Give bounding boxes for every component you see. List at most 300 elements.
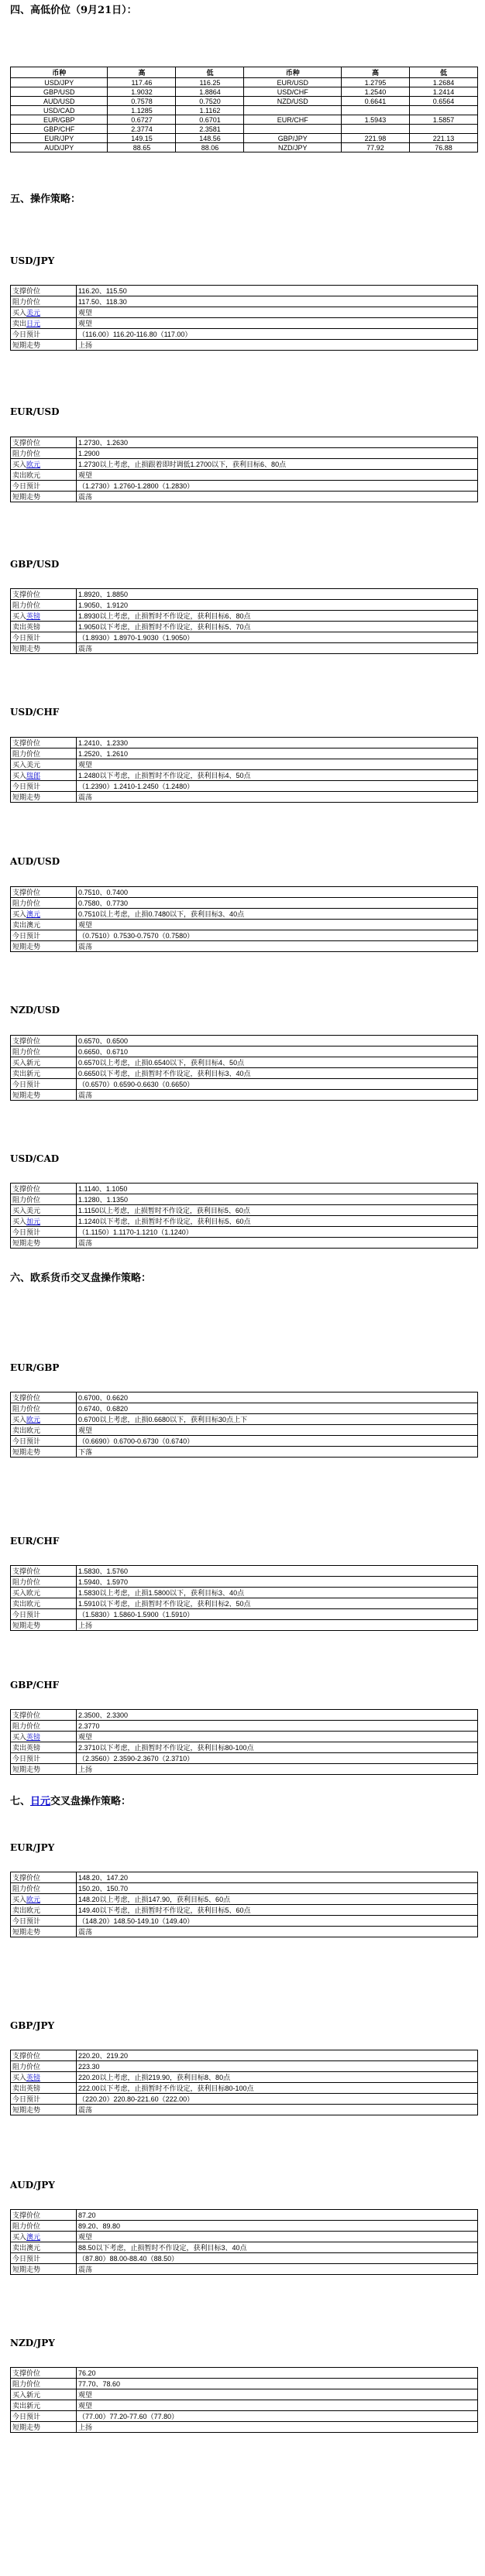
section-6-title: 六、欧系货币交叉盘操作策略：: [10, 1273, 152, 1284]
strategy-row: [11, 2422, 478, 2433]
strategy-label: [11, 770, 77, 781]
strategy-table: [10, 437, 478, 502]
strategy-label: 阻力价位: [11, 1403, 77, 1414]
strategy-value: 观望: [77, 2232, 478, 2242]
low-cell: 1.5857: [409, 115, 477, 125]
low-cell: 1.2414: [409, 87, 477, 97]
strategy-label: [11, 307, 77, 318]
strategy-value: 1.2730、1.2630: [77, 437, 478, 448]
pair-cell: AUD/USD: [11, 97, 108, 106]
high-cell: 77.92: [341, 143, 409, 152]
strategy-value: 1.2410、1.2330: [77, 738, 478, 748]
strategy-row: [11, 2253, 478, 2264]
strategy-value: （1.8930）1.8970-1.9030（1.9050）: [77, 632, 478, 643]
strategy-row: [11, 792, 478, 803]
strategy-row: [11, 898, 478, 909]
strategy-value: 观望: [77, 2389, 478, 2400]
high-cell: 0.6727: [108, 115, 176, 125]
strategy-value: （0.6570）0.6590-0.6630（0.6650）: [77, 1079, 478, 1090]
strategy-label: [11, 2072, 77, 2083]
strategy-label-prefix: 买入: [12, 910, 27, 918]
currency-link[interactable]: 英镑: [26, 1733, 41, 1741]
strategy-value: 震荡: [77, 1238, 478, 1249]
low-cell: 2.3581: [176, 125, 244, 134]
strategy-value: 1.1140、1.1050: [77, 1184, 478, 1194]
pair-title: EUR/GBP: [10, 1362, 60, 1373]
strategy-label: 支撑价位: [11, 286, 77, 296]
strategy-table: [10, 1035, 478, 1101]
currency-link[interactable]: 美元: [26, 309, 41, 317]
strategy-value: 观望: [77, 1732, 478, 1742]
currency-link[interactable]: 澳元: [26, 2233, 41, 2241]
high-low-row: [11, 106, 478, 115]
strategy-label: 买入新元: [11, 2389, 77, 2400]
high-cell: 1.1285: [108, 106, 176, 115]
strategy-label: 阻力价位: [11, 1046, 77, 1057]
strategy-value: 117.50、118.30: [77, 296, 478, 307]
strategy-value: 148.20、147.20: [77, 1872, 478, 1883]
header-pair-2: 币种: [244, 67, 341, 78]
strategy-value: （2.3560）2.3590-2.3670（2.3710）: [77, 1753, 478, 1764]
strategy-row: [11, 1238, 478, 1249]
strategy-value: 0.7510、0.7400: [77, 887, 478, 898]
strategy-row: [11, 600, 478, 611]
currency-link[interactable]: 澳元: [26, 910, 41, 918]
strategy-value: 116.20、115.50: [77, 286, 478, 296]
strategy-label: 今日预计: [11, 1609, 77, 1620]
strategy-row: [11, 909, 478, 920]
strategy-value: 震荡: [77, 2264, 478, 2275]
strategy-label: 阻力价位: [11, 898, 77, 909]
strategy-label: [11, 318, 77, 329]
strategy-label: 支撑价位: [11, 738, 77, 748]
strategy-label: 支撑价位: [11, 1392, 77, 1403]
strategy-row: [11, 2389, 478, 2400]
pair-cell: GBP/JPY: [244, 134, 341, 143]
strategy-row: [11, 1425, 478, 1436]
strategy-table: [10, 588, 478, 654]
strategy-table: [10, 737, 478, 803]
strategy-label: 今日预计: [11, 930, 77, 941]
strategy-value: 77.70、78.60: [77, 2379, 478, 2389]
strategy-row: [11, 307, 478, 318]
strategy-value: 1.8930以上考虑，止损暂时不作设定，获利目标6、80点: [77, 611, 478, 622]
strategy-label: 买入美元: [11, 759, 77, 770]
strategy-label: 支撑价位: [11, 437, 77, 448]
section-4-title: 四、高低价位（9月21日）：: [10, 5, 137, 16]
strategy-value: （0.7510）0.7530-0.7570（0.7580）: [77, 930, 478, 941]
pair-title: USD/JPY: [10, 255, 55, 266]
strategy-value: （1.1150）1.1170-1.1210（1.1240）: [77, 1227, 478, 1238]
pair-cell: NZD/JPY: [244, 143, 341, 152]
currency-link[interactable]: 欧元: [26, 1896, 41, 1903]
strategy-table: [10, 1565, 478, 1631]
strategy-row: [11, 1447, 478, 1458]
strategy-table: [10, 285, 478, 351]
strategy-label: 今日预计: [11, 1079, 77, 1090]
strategy-table: [10, 2050, 478, 2115]
strategy-row: [11, 286, 478, 296]
strategy-label: 支撑价位: [11, 2368, 77, 2379]
strategy-row: [11, 930, 478, 941]
strategy-row: [11, 1414, 478, 1425]
strategy-value: （220.20）220.80-221.60（222.00）: [77, 2094, 478, 2105]
strategy-label-prefix: 买入: [12, 1416, 27, 1423]
strategy-row: [11, 748, 478, 759]
strategy-row: [11, 481, 478, 492]
strategy-value: 观望: [77, 470, 478, 481]
strategy-label: 今日预计: [11, 781, 77, 792]
strategy-row: [11, 329, 478, 340]
strategy-value: 0.7580、0.7730: [77, 898, 478, 909]
currency-link[interactable]: 欧元: [26, 461, 41, 468]
strategy-value: 1.1240以下考虑，止损暂时不作设定，获利目标5、60点: [77, 1216, 478, 1227]
strategy-row: [11, 1721, 478, 1732]
strategy-row: [11, 2232, 478, 2242]
strategy-label: 支撑价位: [11, 1872, 77, 1883]
pair-cell: GBP/USD: [11, 87, 108, 97]
strategy-value: 上扬: [77, 1620, 478, 1631]
strategy-label: 短期走势: [11, 643, 77, 654]
strategy-value: 上扬: [77, 2422, 478, 2433]
strategy-row: [11, 622, 478, 632]
strategy-label-prefix: 买入: [12, 461, 27, 468]
strategy-row: [11, 1883, 478, 1894]
strategy-label: 支撑价位: [11, 2050, 77, 2061]
strategy-value: 2.3710以下考虑，止损暂时不作设定，获利目标80-100点: [77, 1742, 478, 1753]
high-cell: [341, 125, 409, 134]
strategy-row: [11, 1227, 478, 1238]
strategy-value: 1.9050以下考虑，止损暂时不作设定，获利目标5、70点: [77, 622, 478, 632]
strategy-label: 阻力价位: [11, 748, 77, 759]
currency-link[interactable]: 英镑: [26, 2074, 41, 2081]
strategy-value: 震荡: [77, 643, 478, 654]
strategy-value: 震荡: [77, 2105, 478, 2115]
low-cell: 148.56: [176, 134, 244, 143]
strategy-value: 0.7510以上考虑，止损0.7480以下，获利目标3、40点: [77, 909, 478, 920]
strategy-value: 震荡: [77, 1927, 478, 1937]
strategy-label: [11, 1732, 77, 1742]
strategy-row: [11, 2411, 478, 2422]
header-pair-1: 币种: [11, 67, 108, 78]
strategy-label: 短期走势: [11, 1090, 77, 1101]
strategy-value: 87.20: [77, 2210, 478, 2221]
strategy-label: 短期走势: [11, 2264, 77, 2275]
pair-title: NZD/USD: [10, 1005, 60, 1016]
strategy-label: 短期走势: [11, 1764, 77, 1775]
pair-cell: EUR/USD: [244, 78, 341, 87]
strategy-label: 短期走势: [11, 340, 77, 351]
currency-link[interactable]: 瑞郎: [26, 772, 41, 779]
strategy-value: 223.30: [77, 2061, 478, 2072]
strategy-label: [11, 909, 77, 920]
strategy-value: （1.2730）1.2760-1.2800（1.2830）: [77, 481, 478, 492]
strategy-row: [11, 1905, 478, 1916]
strategy-label: 支撑价位: [11, 1184, 77, 1194]
strategy-value: 0.6650以下考虑，止损暂时不作设定，获利目标3、40点: [77, 1068, 478, 1079]
strategy-label: 今日预计: [11, 2094, 77, 2105]
section-7-title: [10, 1793, 131, 1807]
strategy-row: [11, 1403, 478, 1414]
strategy-value: 观望: [77, 307, 478, 318]
strategy-label: 阻力价位: [11, 296, 77, 307]
strategy-row: [11, 611, 478, 622]
pair-title: EUR/CHF: [10, 1536, 60, 1547]
strategy-label: 短期走势: [11, 792, 77, 803]
strategy-row: [11, 1566, 478, 1577]
strategy-label: 今日预计: [11, 632, 77, 643]
pair-title: EUR/USD: [10, 406, 60, 417]
strategy-value: （1.2390）1.2410-1.2450（1.2480）: [77, 781, 478, 792]
strategy-label: 今日预计: [11, 1753, 77, 1764]
strategy-row: [11, 1872, 478, 1883]
strategy-row: [11, 459, 478, 470]
low-cell: 116.25: [176, 78, 244, 87]
strategy-row: [11, 1732, 478, 1742]
strategy-value: 222.00以下考虑，止损暂时不作设定，获利目标80-100点: [77, 2083, 478, 2094]
strategy-row: [11, 2210, 478, 2221]
strategy-label: 阻力价位: [11, 600, 77, 611]
strategy-label: 短期走势: [11, 941, 77, 952]
low-cell: 1.8864: [176, 87, 244, 97]
strategy-label: 短期走势: [11, 1620, 77, 1631]
strategy-value: 220.20以上考虑，止损219.90，获利目标8、80点: [77, 2072, 478, 2083]
strategy-row: [11, 2264, 478, 2275]
strategy-label-prefix: 卖出: [12, 320, 27, 327]
high-low-row: [11, 115, 478, 125]
strategy-row: [11, 1753, 478, 1764]
header-high-1: 高: [108, 67, 176, 78]
strategy-label: 阻力价位: [11, 2221, 77, 2232]
strategy-row: [11, 340, 478, 351]
strategy-value: 2.3770: [77, 1721, 478, 1732]
strategy-value: 震荡: [77, 792, 478, 803]
high-cell: 0.7578: [108, 97, 176, 106]
high-cell: 1.2795: [341, 78, 409, 87]
strategy-label: 短期走势: [11, 1447, 77, 1458]
strategy-label: 支撑价位: [11, 2210, 77, 2221]
strategy-value: 上扬: [77, 1764, 478, 1775]
strategy-label: [11, 1414, 77, 1425]
high-cell: 117.46: [108, 78, 176, 87]
low-cell: 0.6564: [409, 97, 477, 106]
strategy-row: [11, 2050, 478, 2061]
strategy-label: 卖出新元: [11, 1068, 77, 1079]
strategy-row: [11, 1620, 478, 1631]
strategy-row: [11, 448, 478, 459]
strategy-row: [11, 1742, 478, 1753]
strategy-row: [11, 1068, 478, 1079]
strategy-row: [11, 1710, 478, 1721]
strategy-row: [11, 1205, 478, 1216]
currency-link[interactable]: 英镑: [26, 612, 41, 620]
strategy-label: 卖出澳元: [11, 2242, 77, 2253]
strategy-value: 震荡: [77, 1090, 478, 1101]
strategy-value: 1.9050、1.9120: [77, 600, 478, 611]
strategy-label: 阻力价位: [11, 1194, 77, 1205]
strategy-value: 0.6570以上考虑，止损0.6540以下，获利目标4、50点: [77, 1057, 478, 1068]
pair-cell: EUR/JPY: [11, 134, 108, 143]
header-low-2: 低: [409, 67, 477, 78]
pair-cell: EUR/GBP: [11, 115, 108, 125]
pair-cell: AUD/JPY: [11, 143, 108, 152]
strategy-label: 卖出英镑: [11, 1742, 77, 1753]
high-cell: [341, 106, 409, 115]
high-low-row: [11, 143, 478, 152]
strategy-label: 今日预计: [11, 1916, 77, 1927]
strategy-row: [11, 1057, 478, 1068]
low-cell: 76.88: [409, 143, 477, 152]
strategy-label: [11, 1894, 77, 1905]
strategy-row: [11, 759, 478, 770]
strategy-value: 1.1150以上考虑，止损暂时不作设定，获利目标5、60点: [77, 1205, 478, 1216]
high-cell: 221.98: [341, 134, 409, 143]
strategy-label-prefix: 买入: [12, 309, 27, 317]
strategy-row: [11, 643, 478, 654]
strategy-label: 短期走势: [11, 2105, 77, 2115]
strategy-value: 1.2480以下考虑，止损暂时不作设定，获利目标4、50点: [77, 770, 478, 781]
strategy-row: [11, 1184, 478, 1194]
pair-title: NZD/JPY: [10, 2338, 55, 2348]
strategy-row: [11, 1927, 478, 1937]
strategy-row: [11, 1588, 478, 1598]
strategy-value: 0.6700、0.6620: [77, 1392, 478, 1403]
strategy-label-prefix: 买入: [12, 772, 27, 779]
strategy-label-prefix: 买入: [12, 2233, 27, 2241]
strategy-row: [11, 318, 478, 329]
strategy-value: 震荡: [77, 492, 478, 502]
strategy-value: 1.5940、1.5970: [77, 1577, 478, 1588]
strategy-value: 0.6650、0.6710: [77, 1046, 478, 1057]
strategy-row: [11, 1036, 478, 1046]
strategy-row: [11, 1392, 478, 1403]
currency-link[interactable]: 欧元: [26, 1416, 41, 1423]
strategy-row: [11, 2083, 478, 2094]
header-low-1: 低: [176, 67, 244, 78]
strategy-value: 1.5910以下考虑，止损暂时不作设定，获利目标2、50点: [77, 1598, 478, 1609]
strategy-row: [11, 2379, 478, 2389]
strategy-row: [11, 2368, 478, 2379]
strategy-value: 1.1280、1.1350: [77, 1194, 478, 1205]
strategy-label-prefix: 买入: [12, 2074, 27, 2081]
high-cell: 2.3774: [108, 125, 176, 134]
strategy-value: （0.6690）0.6700-0.6730（0.6740）: [77, 1436, 478, 1447]
strategy-value: 观望: [77, 1425, 478, 1436]
strategy-row: [11, 941, 478, 952]
strategy-label: 卖出欧元: [11, 470, 77, 481]
strategy-table: [10, 2209, 478, 2275]
strategy-label: [11, 2232, 77, 2242]
low-cell: [409, 106, 477, 115]
strategy-label: 卖出英镑: [11, 622, 77, 632]
strategy-value: 1.5830以上考虑，止损1.5800以下，获利目标3、40点: [77, 1588, 478, 1598]
section-5-title: 五、操作策略：: [10, 194, 81, 205]
section-7-suffix: 交叉盘操作策略：: [50, 1796, 132, 1807]
strategy-value: 2.3500、2.3300: [77, 1710, 478, 1721]
pair-cell: USD/CAD: [11, 106, 108, 115]
strategy-value: 观望: [77, 920, 478, 930]
strategy-value: 观望: [77, 759, 478, 770]
low-cell: [409, 125, 477, 134]
low-cell: 1.1162: [176, 106, 244, 115]
strategy-row: [11, 1598, 478, 1609]
strategy-row: [11, 738, 478, 748]
strategy-row: [11, 1046, 478, 1057]
strategy-label: 支撑价位: [11, 589, 77, 600]
strategy-label: 卖出欧元: [11, 1598, 77, 1609]
strategy-label: [11, 459, 77, 470]
strategy-label: 支撑价位: [11, 1710, 77, 1721]
pair-cell: USD/JPY: [11, 78, 108, 87]
strategy-label: 卖出欧元: [11, 1905, 77, 1916]
strategy-label: [11, 1216, 77, 1227]
strategy-row: [11, 437, 478, 448]
strategy-label: 阻力价位: [11, 2061, 77, 2072]
high-cell: 1.9032: [108, 87, 176, 97]
strategy-table: [10, 1183, 478, 1249]
strategy-table: [10, 886, 478, 952]
strategy-value: 0.6740、0.6820: [77, 1403, 478, 1414]
strategy-row: [11, 1577, 478, 1588]
strategy-value: 148.20以上考虑，止损147.90，获利目标5、60点: [77, 1894, 478, 1905]
strategy-label: 短期走势: [11, 1927, 77, 1937]
pair-title: USD/CHF: [10, 707, 60, 718]
strategy-value: 下落: [77, 1447, 478, 1458]
strategy-row: [11, 470, 478, 481]
strategy-row: [11, 2242, 478, 2253]
strategy-value: 1.2730以上考虑，止损跟着即时调低1.2700以下，获利目标6、80点: [77, 459, 478, 470]
strategy-value: 观望: [77, 318, 478, 329]
strategy-label: 短期走势: [11, 492, 77, 502]
strategy-row: [11, 1609, 478, 1620]
high-low-row: [11, 125, 478, 134]
strategy-table: [10, 1872, 478, 1937]
strategy-value: 1.2520、1.2610: [77, 748, 478, 759]
strategy-label: 阻力价位: [11, 1577, 77, 1588]
strategy-table: [10, 1392, 478, 1458]
pair-title: USD/CAD: [10, 1153, 60, 1164]
strategy-value: 88.50以下考虑，止损暂时不作设定，获利目标3、40点: [77, 2242, 478, 2253]
pair-cell: [244, 125, 341, 134]
yen-link[interactable]: 日元: [30, 1796, 51, 1807]
strategy-row: [11, 1194, 478, 1205]
strategy-value: 150.20、150.70: [77, 1883, 478, 1894]
strategy-row: [11, 632, 478, 643]
strategy-row: [11, 589, 478, 600]
strategy-label: 卖出澳元: [11, 920, 77, 930]
pair-cell: EUR/CHF: [244, 115, 341, 125]
strategy-value: 震荡: [77, 941, 478, 952]
pair-cell: USD/CHF: [244, 87, 341, 97]
strategy-label: 阻力价位: [11, 2379, 77, 2389]
high-cell: 88.65: [108, 143, 176, 152]
strategy-value: 0.6700以上考虑，止损0.6680以下，获利目标30点上下: [77, 1414, 478, 1425]
strategy-label: [11, 611, 77, 622]
strategy-row: [11, 1090, 478, 1101]
strategy-row: [11, 2061, 478, 2072]
strategy-row: [11, 1436, 478, 1447]
strategy-label: 今日预计: [11, 1227, 77, 1238]
currency-link[interactable]: 日元: [26, 320, 41, 327]
strategy-value: 149.40以下考虑，止损暂时不作设定，获利目标5、60点: [77, 1905, 478, 1916]
strategy-label-prefix: 买入: [12, 1896, 27, 1903]
header-high-2: 高: [341, 67, 409, 78]
strategy-value: 1.5830、1.5760: [77, 1566, 478, 1577]
currency-link[interactable]: 加元: [26, 1218, 41, 1225]
pair-title: EUR/JPY: [10, 1842, 55, 1853]
strategy-table: [10, 1709, 478, 1775]
low-cell: 0.6701: [176, 115, 244, 125]
